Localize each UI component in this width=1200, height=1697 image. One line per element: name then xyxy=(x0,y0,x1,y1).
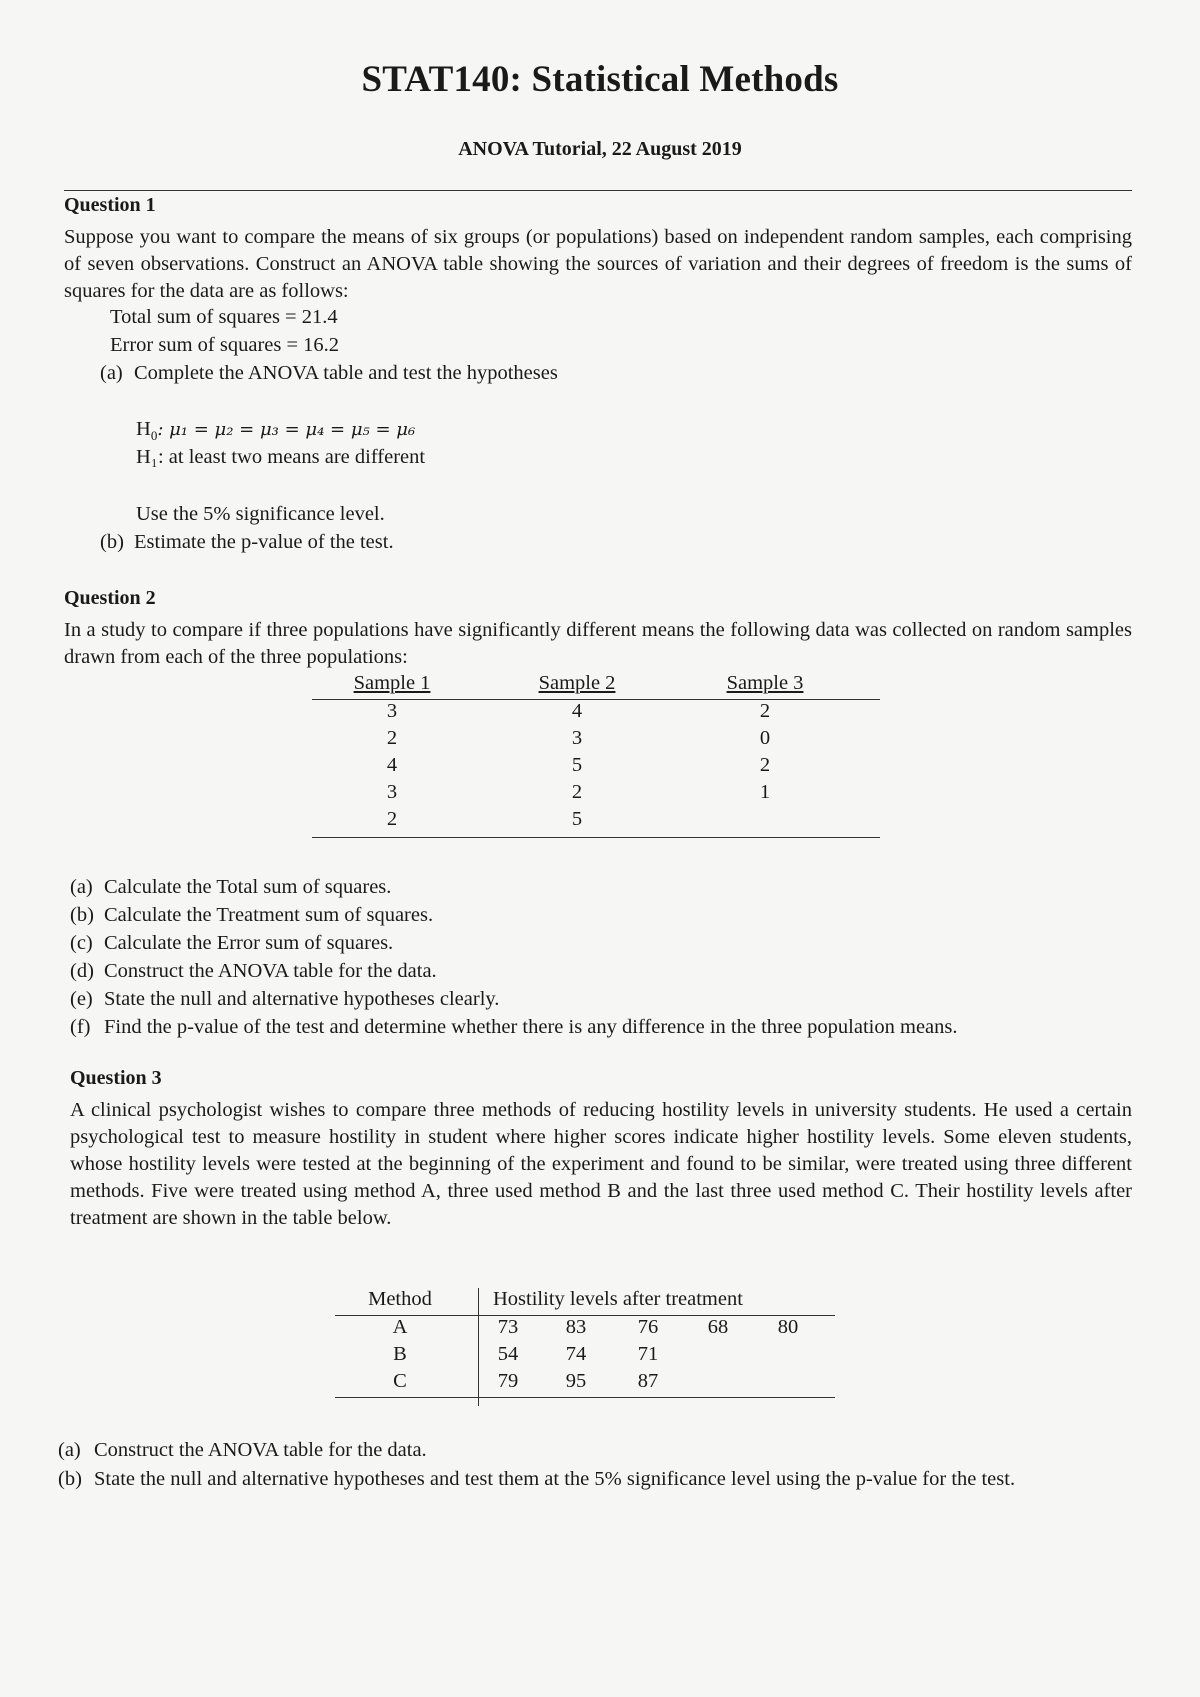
q3-item-a: (a) Construct the ANOVA table for the data. xyxy=(58,1439,427,1461)
q1-item-b-label: (b) xyxy=(100,531,124,553)
table-cell: 73 xyxy=(497,1316,519,1338)
q2-item-d: (d) Construct the ANOVA table for the data. xyxy=(70,960,437,982)
table-cell: 5 xyxy=(571,808,583,830)
q3-table-header xyxy=(335,1288,835,1315)
table-row xyxy=(335,1370,835,1397)
q2-col-header: Sample 1 xyxy=(353,672,431,694)
table-cell: 4 xyxy=(386,754,398,776)
header-divider xyxy=(64,190,1132,191)
table-cell: 3 xyxy=(386,700,398,722)
q1-total-ss: Total sum of squares = 21.4 xyxy=(110,306,338,328)
q2-item-b: (b) Calculate the Treatment sum of squares. xyxy=(70,904,434,926)
table-cell: 2 xyxy=(759,700,771,722)
q2-table-rule xyxy=(312,837,880,838)
page-subtitle: ANOVA Tutorial, 22 August 2019 xyxy=(458,138,742,160)
q1-intro: Suppose you want to compare the means of six groups (or populations) based on independent random samples, each comprising of seven observations. Construct an ANOVA table showing the sources of variation and their degrees of freedom is the sums of squares for the data are as follows: xyxy=(64,226,1132,302)
table-cell: 87 xyxy=(637,1370,659,1392)
q2-col-header: Sample 3 xyxy=(726,672,804,694)
q2-heading: Question 2 xyxy=(64,587,156,609)
q1-item-a-label: (a) xyxy=(100,362,123,384)
table-cell: C xyxy=(393,1370,407,1392)
table-row xyxy=(312,727,880,754)
table-cell: 95 xyxy=(565,1370,587,1392)
q1-error-ss: Error sum of squares = 16.2 xyxy=(110,334,340,356)
q1-item-b-text: Estimate the p-value of the test. xyxy=(134,531,394,553)
q3-col-levels: Hostility levels after treatment xyxy=(493,1288,743,1310)
q3-heading: Question 3 xyxy=(70,1067,162,1089)
table-cell: 5 xyxy=(571,754,583,776)
q1-heading: Question 1 xyxy=(64,194,156,216)
table-cell: A xyxy=(392,1316,408,1338)
table-cell: 3 xyxy=(571,727,583,749)
table-row xyxy=(335,1343,835,1370)
q2-item-a: (a) Calculate the Total sum of squares. xyxy=(70,876,392,898)
table-cell: 0 xyxy=(759,727,771,749)
table-cell: 79 xyxy=(497,1370,519,1392)
table-cell: 68 xyxy=(707,1316,729,1338)
table-row xyxy=(312,754,880,781)
table-row xyxy=(312,781,880,808)
q1-item-b xyxy=(100,531,394,554)
table-cell: 2 xyxy=(571,781,583,803)
table-cell: 1 xyxy=(759,781,771,803)
table-row xyxy=(312,808,880,835)
q1-h0: $H_0$: μ₁ = μ₂ = μ₃ = μ₄ = μ₅ = μ₆ xyxy=(136,418,416,444)
table-cell: 80 xyxy=(777,1316,799,1338)
table-cell: 76 xyxy=(637,1316,659,1338)
q2-sample-table xyxy=(312,672,880,838)
q1-significance: Use the 5% significance level. xyxy=(136,503,385,525)
q1-h1: H₁: at least two means are different xyxy=(136,446,426,468)
table-cell: 2 xyxy=(386,808,398,830)
q3-item-b: (b) State the null and alternative hypotheses and test them at the 5% significance level using the p-value for the test. xyxy=(58,1468,1016,1490)
table-cell: 3 xyxy=(386,781,398,803)
q2-table-header xyxy=(312,672,880,699)
table-cell: 4 xyxy=(571,700,583,722)
q1-item-a-text: Complete the ANOVA table and test the hypotheses xyxy=(134,362,558,384)
q3-col-method: Method xyxy=(368,1288,432,1310)
q2-col-header: Sample 2 xyxy=(538,672,616,694)
q3-table-rule xyxy=(335,1397,835,1398)
page-title: STAT140: Statistical Methods xyxy=(361,59,839,100)
q3-method-table xyxy=(335,1288,835,1398)
table-cell: 54 xyxy=(497,1343,519,1365)
q3-intro: A clinical psychologist wishes to compare three methods of reducing hostility levels in university students. He used a certain psychological test to measure hostility in student where higher scores indicate higher hostility levels. Some eleven students, whose hostility levels were tested at the beginning of the experiment and found to be similar, were treated using three different methods. Five were treated using method A, three used method B and the last three used method C. Their hostility levels after treatment are shown in the table below. xyxy=(70,1099,1132,1229)
q1-h0-equation: : μ₁ = μ₂ = μ₃ = μ₄ = μ₅ = μ₆ xyxy=(157,419,416,440)
table-row xyxy=(335,1316,835,1343)
q2-intro: In a study to compare if three populations have significantly different means the following data was collected on random samples drawn from each of the three populations: xyxy=(64,619,1132,668)
table-cell: 83 xyxy=(565,1316,587,1338)
table-cell: 74 xyxy=(565,1343,587,1365)
table-cell: 2 xyxy=(386,727,398,749)
q1-item-a xyxy=(100,362,558,385)
q2-item-c: (c) Calculate the Error sum of squares. xyxy=(70,932,394,954)
q2-item-e: (e) State the null and alternative hypotheses clearly. xyxy=(70,988,500,1010)
table-cell: 71 xyxy=(637,1343,659,1365)
table-cell: B xyxy=(393,1343,407,1365)
table-cell: 2 xyxy=(759,754,771,776)
table-row xyxy=(312,700,880,727)
q2-item-f: (f) Find the p-value of the test and determine whether there is any difference in the three population means. xyxy=(70,1016,958,1038)
